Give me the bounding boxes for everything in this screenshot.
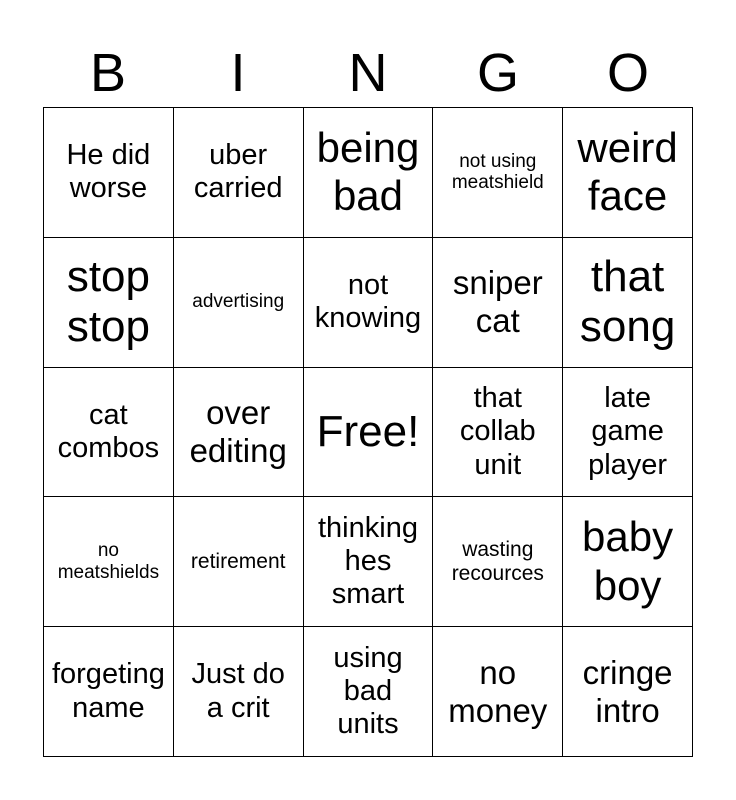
cell-text: that song (579, 251, 676, 352)
cell-text: sniper cat (452, 264, 543, 340)
cell-text: cringe intro (582, 653, 673, 729)
free-space[interactable] (304, 368, 434, 498)
bingo-cell[interactable] (174, 627, 304, 757)
bingo-cell[interactable] (304, 627, 434, 757)
bingo-cell[interactable] (563, 497, 693, 627)
cell-text: thinking hes smart (318, 511, 418, 611)
cell-text: forgeting name (51, 658, 165, 724)
cell-text: retirement (190, 549, 286, 573)
cell-text: He did worse (66, 139, 151, 205)
cell-text: cat combos (57, 398, 160, 464)
cell-text: weird face (577, 124, 678, 220)
cell-text: baby boy (582, 513, 674, 609)
cell-text: wasting recources (451, 537, 544, 585)
cell-text: not knowing (314, 268, 422, 335)
bingo-cell[interactable] (563, 238, 693, 368)
free-space-label: Free! (316, 406, 420, 456)
header-letter-g: G (476, 43, 519, 103)
cell-text: being bad (316, 124, 420, 220)
bingo-cell[interactable] (433, 108, 563, 238)
bingo-cell[interactable] (44, 238, 174, 368)
cell-text: Just do a crit (191, 658, 285, 724)
bingo-cell[interactable] (304, 238, 434, 368)
bingo-cell[interactable] (44, 497, 174, 627)
bingo-cell[interactable] (433, 497, 563, 627)
bingo-cell[interactable] (563, 108, 693, 238)
bingo-cell[interactable] (433, 627, 563, 757)
bingo-cell[interactable] (44, 368, 174, 498)
cell-text: not using meatshield (451, 150, 544, 194)
bingo-cell[interactable] (433, 238, 563, 368)
header-letter-o: O (606, 43, 649, 103)
bingo-cell[interactable] (174, 238, 304, 368)
cell-text: advertising (192, 291, 285, 313)
bingo-cell[interactable] (304, 497, 434, 627)
cell-text: stop stop (66, 251, 150, 352)
cell-text: late game player (588, 381, 668, 481)
bingo-cell[interactable] (563, 627, 693, 757)
header-letter-i: I (230, 43, 246, 103)
cell-text: that collab unit (459, 381, 536, 481)
bingo-board (43, 107, 693, 757)
bingo-header (43, 40, 693, 106)
bingo-cell[interactable] (174, 108, 304, 238)
bingo-cell[interactable] (563, 368, 693, 498)
cell-text: no meatshields (57, 539, 160, 583)
cell-text: no money (448, 653, 548, 729)
bingo-cell[interactable] (44, 108, 174, 238)
bingo-cell[interactable] (304, 108, 434, 238)
bingo-cell[interactable] (433, 368, 563, 498)
cell-text: using bad units (333, 641, 403, 741)
header-letter-n: N (348, 43, 388, 103)
cell-text: uber carried (193, 139, 283, 205)
bingo-cell[interactable] (174, 368, 304, 498)
cell-text: over editing (189, 394, 287, 469)
bingo-cell[interactable] (44, 627, 174, 757)
bingo-cell[interactable] (174, 497, 304, 627)
header-letter-b: B (89, 43, 127, 103)
